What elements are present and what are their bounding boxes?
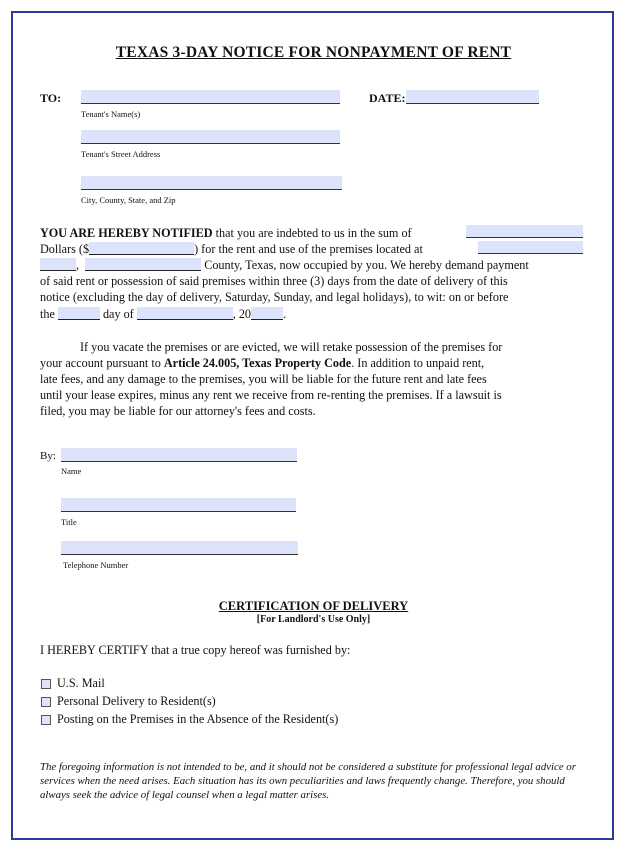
evict-line-1: If you vacate the premises or are evicted, we will retake possession of the premises for bbox=[80, 340, 503, 354]
document-title: TEXAS 3-DAY NOTICE FOR NONPAYMENT OF RENT bbox=[115, 44, 512, 61]
us-mail-checkbox[interactable] bbox=[41, 679, 51, 689]
evict-line-2-b: . In addition to unpaid rent, bbox=[351, 356, 485, 370]
notice-line-4: of said rent or possession of said premises within three (3) days from the date of delivery of this bbox=[40, 274, 508, 288]
city-fill-field[interactable] bbox=[40, 258, 76, 271]
dollars-amount-field[interactable] bbox=[89, 242, 194, 255]
title-caption: Title bbox=[61, 517, 77, 527]
notice-heading: YOU ARE HEREBY NOTIFIED bbox=[40, 226, 213, 240]
notice-line-1 bbox=[40, 226, 412, 241]
notice-line-3 bbox=[40, 258, 529, 273]
year-prefix: , 20 bbox=[232, 307, 252, 321]
sum-words-field[interactable] bbox=[466, 225, 583, 238]
the-label: the bbox=[40, 307, 55, 321]
landlord-title-field[interactable] bbox=[61, 498, 296, 512]
telephone-caption: Telephone Number bbox=[63, 560, 129, 570]
evict-line-4: until your lease expires, minus any rent we receive from re-renting the premises. If a lawsuit is bbox=[40, 388, 502, 402]
us-mail-label: U.S. Mail bbox=[57, 676, 105, 690]
premises-text: ) for the rent and use of the premises located at bbox=[194, 242, 423, 256]
certify-text: I HEREBY CERTIFY that a true copy hereof was furnished by: bbox=[40, 643, 351, 657]
dollars-label: Dollars ($ bbox=[40, 242, 90, 256]
day-of-label: day of bbox=[102, 307, 134, 321]
tenant-name-field[interactable] bbox=[81, 90, 340, 104]
city-field[interactable] bbox=[81, 176, 342, 190]
posting-label: Posting on the Premises in the Absence of the Resident(s) bbox=[57, 712, 339, 726]
certification-subtitle: [For Landlord's Use Only] bbox=[256, 614, 371, 625]
date-label: DATE: bbox=[369, 91, 406, 105]
certification-title: CERTIFICATION OF DELIVERY bbox=[218, 599, 409, 613]
period: . bbox=[283, 307, 287, 321]
landlord-name-field[interactable] bbox=[61, 448, 297, 462]
tenant-name-caption: Tenant's Name(s) bbox=[81, 109, 141, 119]
county-field[interactable] bbox=[85, 258, 201, 271]
telephone-field[interactable] bbox=[61, 541, 298, 555]
by-label: By: bbox=[40, 450, 56, 462]
tenant-street-caption: Tenant's Street Address bbox=[81, 149, 161, 159]
evict-line-2 bbox=[40, 356, 484, 371]
personal-delivery-checkbox[interactable] bbox=[41, 697, 51, 707]
year-field[interactable] bbox=[251, 307, 283, 320]
posting-checkbox[interactable] bbox=[41, 715, 51, 725]
notice-line-6 bbox=[40, 307, 286, 322]
evict-line-3: late fees, and any damage to the premises, you will be liable for the future rent and late fees bbox=[40, 372, 487, 386]
city-caption: City, County, State, and Zip bbox=[81, 195, 176, 205]
name-caption: Name bbox=[61, 466, 82, 476]
statute-reference: Article 24.005, Texas Property Code bbox=[163, 356, 352, 370]
evict-line-5: filed, you may be liable for our attorney's fees and costs. bbox=[40, 404, 316, 418]
day-field[interactable] bbox=[58, 307, 100, 320]
month-field[interactable] bbox=[137, 307, 233, 320]
legal-disclaimer: The foregoing information is not intended to be, and it should not be considered a substitute for professional legal advice or services when the need arises. Each situation has its own peculiarities and laws frequently change. Therefore, you should always seek the advice of legal counsel when a legal matter arises. bbox=[40, 761, 576, 801]
evict-line-2-a: your account pursuant to bbox=[40, 356, 161, 370]
premises-address-field[interactable] bbox=[478, 241, 583, 254]
comma: , bbox=[76, 258, 80, 272]
notice-line-1-text: that you are indebted to us in the sum of bbox=[215, 226, 412, 240]
personal-delivery-label: Personal Delivery to Resident(s) bbox=[57, 694, 216, 708]
notice-line-2 bbox=[40, 242, 423, 257]
county-text: County, Texas, now occupied by you. We hereby demand payment bbox=[204, 258, 529, 272]
date-field[interactable] bbox=[406, 90, 539, 104]
to-label: TO: bbox=[40, 91, 62, 105]
notice-line-5: notice (excluding the day of delivery, Saturday, Sunday, and legal holidays), to wit: on or before bbox=[40, 290, 509, 304]
tenant-street-field[interactable] bbox=[81, 130, 340, 144]
